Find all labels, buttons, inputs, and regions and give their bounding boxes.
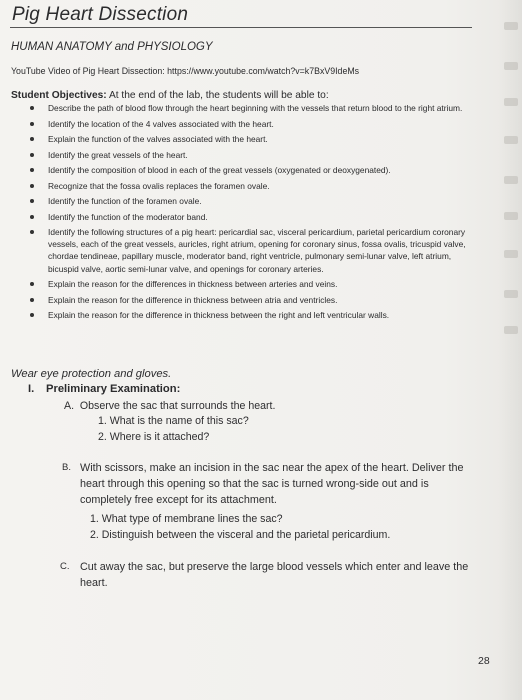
video-link-line: YouTube Video of Pig Heart Dissection: https://www.youtube.com/watch?v=k7BxV9IdeMs <box>11 66 360 76</box>
question-a1: 1. What is the name of this sac? <box>98 415 249 427</box>
question-a2: 2. Where is it attached? <box>98 431 210 443</box>
objective-item: Recognize that the fossa ovalis replaces the foramen ovale. <box>28 180 468 192</box>
bullet-icon <box>30 298 34 302</box>
bullet-icon <box>30 184 34 188</box>
step-c-text: Cut away the sac, but preserve the large blood vessels which enter and leave the heart. <box>80 561 469 589</box>
objectives-intro <box>11 90 329 101</box>
bullet-icon <box>30 106 34 110</box>
bullet-icon <box>30 215 34 219</box>
section-title: Preliminary Examination: <box>46 383 181 395</box>
step-c-mark: C. <box>60 561 70 572</box>
objective-item: Identify the following structures of a pig heart: pericardial sac, visceral pericardium, parietal pericardium coronary vessels, each of the great vessels, auricles, right atrium, opening for coronary sinus, fossa ovalis, tricuspid valve, chordae tendineae, papillary muscle, moderator band, right ventricle, pulmonary semi-lunar valve, left atrium, bicuspid valve, aortic semi-lunar valve, and openings for coronary arteries. <box>28 226 468 275</box>
question-b1: 1. What type of membrane lines the sac? <box>90 513 283 525</box>
safety-note: Wear eye protection and gloves. <box>11 368 172 380</box>
bullet-icon <box>30 153 34 157</box>
objective-item: Explain the reason for the difference in thickness between atria and ventricles. <box>28 294 468 306</box>
bleed-through-mark <box>504 290 518 298</box>
bleed-through-mark <box>504 22 518 30</box>
objective-item: Identify the great vessels of the heart. <box>28 149 468 161</box>
objective-item: Identify the location of the 4 valves associated with the heart. <box>28 118 468 130</box>
objective-item: Describe the path of blood flow through the heart beginning with the vessels that return blood to the right atrium. <box>28 102 468 114</box>
course-heading: HUMAN ANATOMY and PHYSIOLOGY <box>11 41 213 53</box>
step-b-mark: B. <box>62 462 71 473</box>
objective-item: Identify the composition of blood in each of the great vessels (oxygenated or deoxygenated). <box>28 164 468 176</box>
bleed-through-mark <box>504 62 518 70</box>
step-a <box>64 398 275 414</box>
bleed-through-mark <box>504 98 518 106</box>
bullet-icon <box>30 137 34 141</box>
page-title: Pig Heart Dissection <box>12 4 189 25</box>
question-b2: 2. Distinguish between the visceral and the parietal pericardium. <box>90 529 391 541</box>
bullet-icon <box>30 313 34 317</box>
page-number: 28 <box>478 655 490 667</box>
objectives-label: Student Objectives: <box>11 90 107 101</box>
section-numeral: I. <box>28 383 35 395</box>
bullet-icon <box>30 168 34 172</box>
bleed-through-mark <box>504 250 518 258</box>
step-b <box>62 460 482 508</box>
objective-item: Identify the function of the moderator band. <box>28 211 468 223</box>
bleed-through-mark <box>504 136 518 144</box>
objective-item: Explain the function of the valves associated with the heart. <box>28 133 468 145</box>
bullet-icon <box>30 282 34 286</box>
title-underline <box>10 27 472 28</box>
step-c <box>60 559 480 591</box>
objectives-list <box>28 102 468 325</box>
objective-item: Explain the reason for the difference in thickness between the right and left ventricular walls. <box>28 309 468 321</box>
bleed-through-mark <box>504 176 518 184</box>
step-a-mark: A. <box>64 400 75 412</box>
bullet-icon <box>30 199 34 203</box>
objectives-intro-text: At the end of the lab, the students will be able to: <box>106 90 329 101</box>
bullet-icon <box>30 122 34 126</box>
bleed-through-mark <box>504 212 518 220</box>
objective-item: Identify the function of the foramen ovale. <box>28 195 468 207</box>
section-heading <box>28 383 180 395</box>
bullet-icon <box>30 230 34 234</box>
step-a-text: Observe the sac that surrounds the heart. <box>79 400 276 412</box>
objective-item: Explain the reason for the differences in thickness between arteries and veins. <box>28 278 468 290</box>
step-b-text: With scissors, make an incision in the sac near the apex of the heart. Deliver the heart through this opening so that the sac is turned wrong-side out and is completely free except for its attachment. <box>80 462 464 506</box>
bleed-through-mark <box>504 326 518 334</box>
